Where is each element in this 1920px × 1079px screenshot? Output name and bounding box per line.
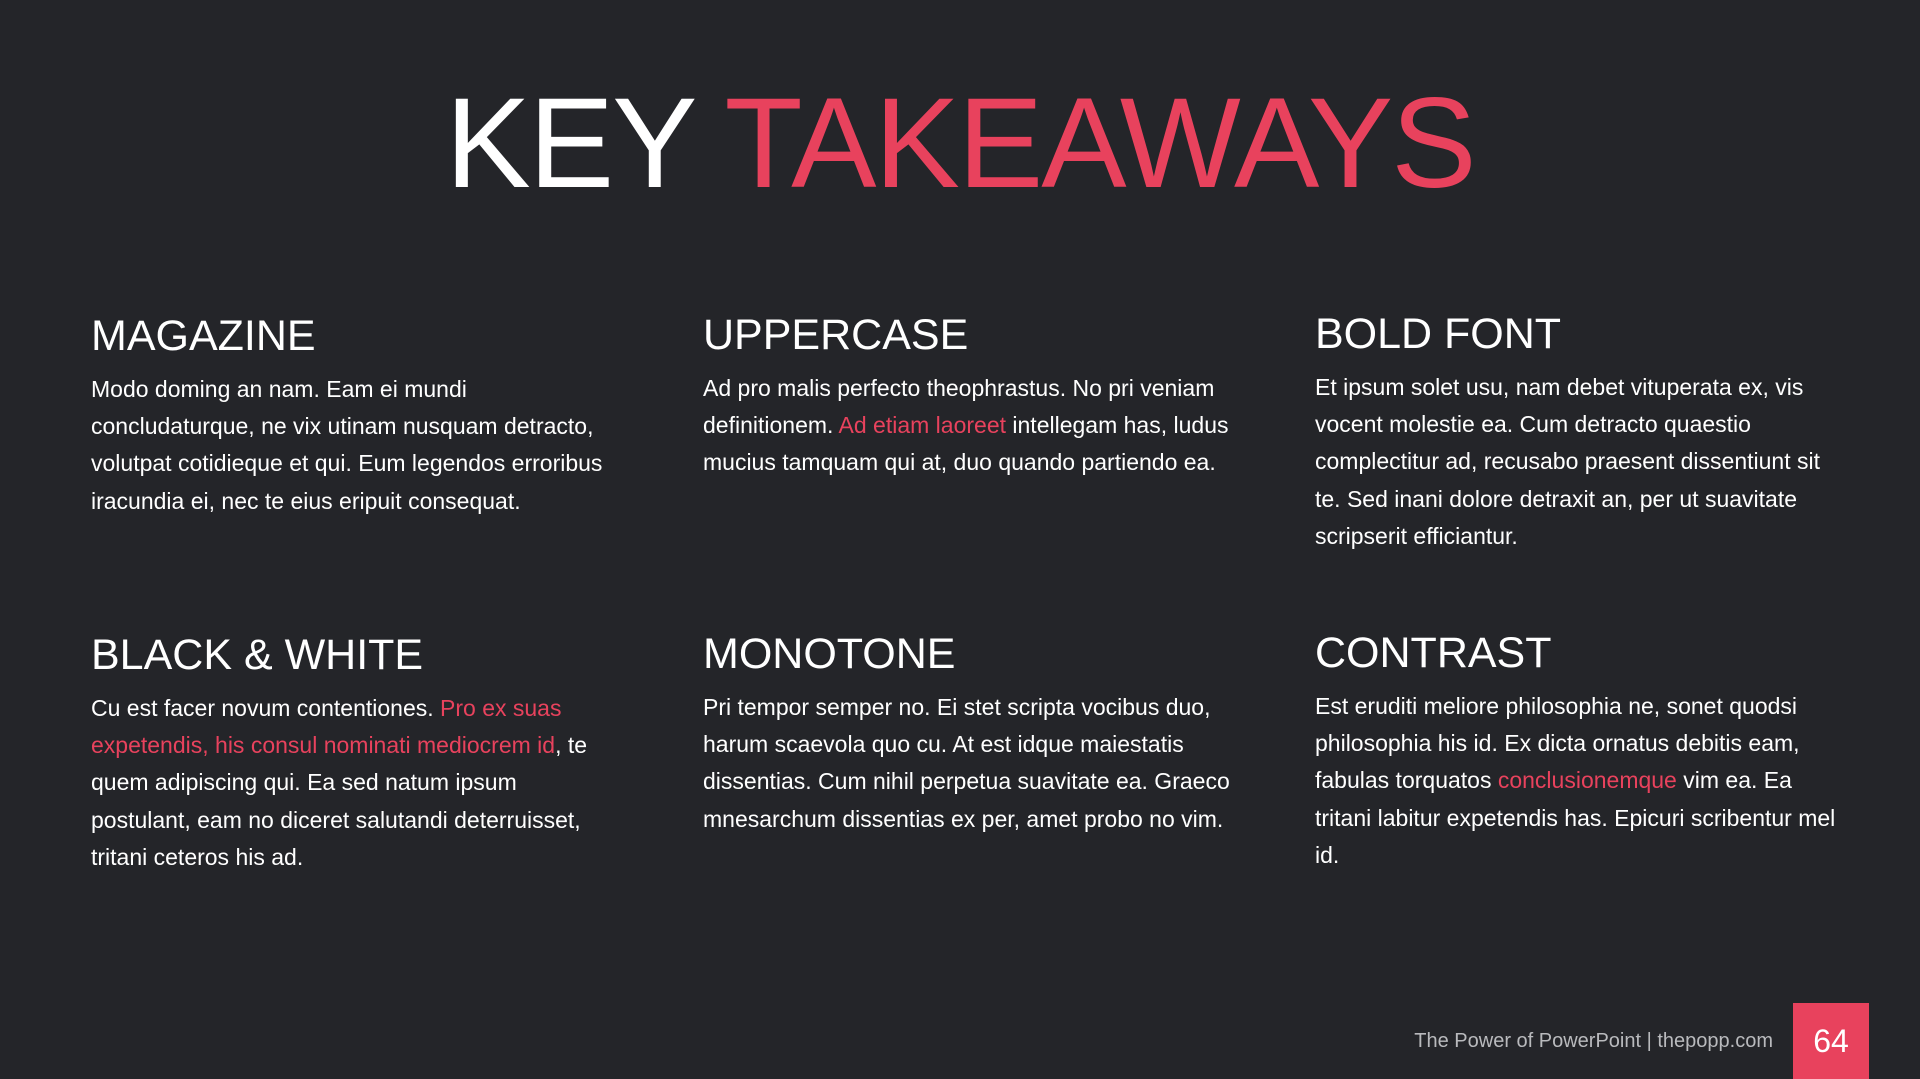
highlighted-text: conclusionemque	[1497, 767, 1677, 794]
section-body: Et ipsum solet usu, nam debet vituperata ex, vis vocent molestie ea. Cum detracto quaestio complectitur ad, recusabo praesent dissentiunt sit te. Sed inani dolore detraxit an, per ut suavitate scripserit efficiantur.	[1315, 374, 1820, 549]
highlighted-text: Ad etiam laoreet	[838, 412, 1007, 439]
section-monotone	[703, 629, 1233, 838]
section-body: Modo doming an nam. Eam ei mundi concludaturque, ne vix utinam nusquam detracto, volutpat cotidieque et qui. Eum legendos erroribus iracundia ei, nec te eius eripuit consequat.	[91, 376, 603, 514]
section-uppercase	[703, 310, 1233, 482]
section-heading: UPPERCASE	[703, 311, 969, 359]
slide-title	[0, 74, 1920, 214]
footer-credit: The Power of PowerPoint | thepopp.com	[1414, 1030, 1773, 1052]
page-number-badge: 64	[1793, 1003, 1869, 1079]
section-body: Ad pro malis perfecto theophrastus. No pri veniam definitionem. Ad etiam laoreet intellegam has, ludus mucius tamquam qui at, duo quando partiendo ea.	[703, 375, 1229, 476]
title-word-key: KEY	[445, 72, 694, 215]
highlighted-text: Pro ex suas expetendis, his consul nominati mediocrem id	[91, 695, 562, 759]
section-bold-font	[1315, 309, 1845, 555]
section-body: Pri tempor semper no. Ei stet scripta vocibus duo, harum scaevola quo cu. At est idque maiestatis dissentias. Cum nihil perpetua suavitate ea. Graeco mnesarchum dissentias ex per, amet probo no vim.	[703, 694, 1230, 832]
section-heading: BOLD FONT	[1315, 310, 1562, 358]
section-heading: MAGAZINE	[91, 312, 316, 360]
section-body: Cu est facer novum contentiones. Pro ex suas expetendis, his consul nominati mediocrem id, te quem adipiscing qui. Ea sed natum ipsum postulant, eam no diceret salutandi deterruisset, tritani ceteros his ad.	[91, 695, 588, 870]
section-heading: BLACK & WHITE	[91, 631, 424, 679]
title-word-takeaways: TAKEAWAYS	[724, 72, 1475, 215]
section-black-and-white	[91, 630, 621, 876]
section-body: Est eruditi meliore philosophia ne, sonet quodsi philosophia his id. Ex dicta ornatus debitis eam, fabulas torquatos conclusionemque vim ea. Ea tritani labitur expetendis has. Epicuri scribentur mel id.	[1315, 693, 1836, 868]
section-magazine	[91, 311, 621, 520]
section-heading: CONTRAST	[1315, 629, 1552, 677]
section-contrast	[1315, 628, 1845, 874]
section-heading: MONOTONE	[703, 630, 956, 678]
